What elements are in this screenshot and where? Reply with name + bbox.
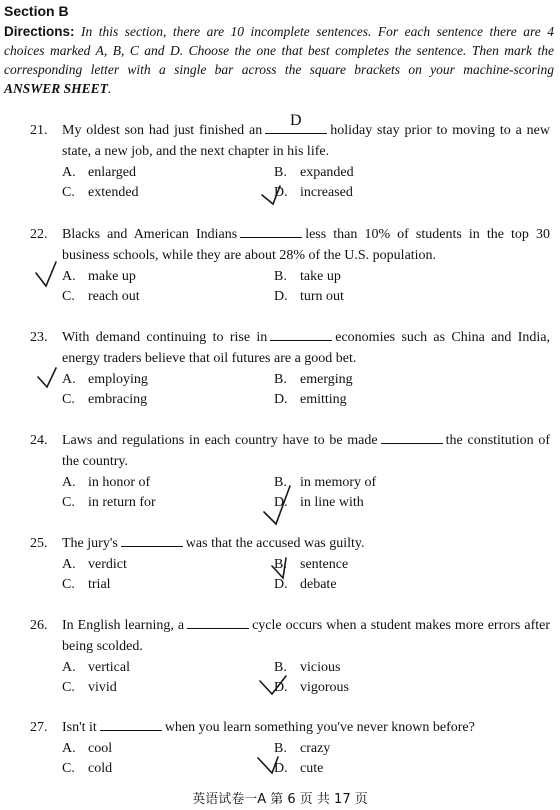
option-letter: B. <box>274 372 287 387</box>
question-22 <box>0 224 560 307</box>
option-b <box>274 370 474 390</box>
stem-text-before: My oldest son had just finished an <box>62 123 263 138</box>
option-text: take up <box>300 269 341 284</box>
options-grid <box>62 472 560 513</box>
option-text: employing <box>88 372 148 387</box>
option-text: cool <box>88 741 113 756</box>
option-letter: A. <box>62 475 76 490</box>
option-b <box>274 555 474 575</box>
answer-blank <box>121 534 183 547</box>
stem-text-before: Laws and regulations in each country have to be made <box>62 433 378 448</box>
option-d <box>274 183 474 203</box>
option-letter: D. <box>274 185 288 200</box>
question-23 <box>0 327 560 410</box>
options-grid <box>62 266 560 307</box>
option-letter: A. <box>62 269 76 284</box>
option-text: verdict <box>88 557 127 572</box>
question-number: 23. <box>30 330 48 345</box>
option-letter: A. <box>62 165 76 180</box>
option-text: increased <box>300 185 353 200</box>
option-text: crazy <box>300 741 331 756</box>
option-d <box>274 390 474 410</box>
section-title: Section B <box>4 3 69 19</box>
answer-blank <box>381 431 443 444</box>
question-number: 22. <box>30 227 48 242</box>
option-d <box>274 759 474 779</box>
option-text: in honor of <box>88 475 151 490</box>
option-a <box>62 658 262 678</box>
stem-text-before: The jury's <box>62 536 118 551</box>
stem-text-after: the constitution of the country. <box>62 433 550 469</box>
option-a <box>62 370 262 390</box>
question-21 <box>0 120 560 203</box>
question-stem <box>30 615 551 657</box>
option-letter: A. <box>62 372 76 387</box>
option-text: embracing <box>88 392 148 407</box>
answer-blank <box>270 328 332 341</box>
option-c <box>62 287 262 307</box>
option-text: extended <box>88 185 139 200</box>
answer-sheet-text: ANSWER SHEET <box>4 81 108 96</box>
option-letter: B. <box>274 741 287 756</box>
stem-text-before: In English learning, a <box>62 618 185 633</box>
option-d <box>274 493 474 513</box>
option-c <box>62 678 262 698</box>
option-d <box>274 287 474 307</box>
option-letter: C. <box>62 761 75 776</box>
question-number: 25. <box>30 536 48 551</box>
option-letter: A. <box>62 557 76 572</box>
option-b <box>274 739 474 759</box>
directions-text: In this section, there are 10 incomplete sentences. For each sentence there are 4 choices marked A, B, C and D. Choose the one that best completes the sentence. Then mark the corresponding letter with a single bar across the square brackets on your machine-scoring <box>4 24 554 77</box>
answer-blank <box>265 121 327 134</box>
option-b <box>274 163 474 183</box>
option-text: emitting <box>300 392 347 407</box>
option-text: turn out <box>300 289 344 304</box>
option-letter: D. <box>274 577 288 592</box>
option-text: vigorous <box>300 680 349 695</box>
option-text: cute <box>300 761 324 776</box>
option-text: vertical <box>88 660 130 675</box>
option-text: vivid <box>88 680 117 695</box>
option-letter: D. <box>274 289 288 304</box>
answer-blank <box>240 225 302 238</box>
option-letter: C. <box>62 680 75 695</box>
question-stem <box>30 224 551 266</box>
option-letter: B. <box>274 660 287 675</box>
option-a <box>62 473 262 493</box>
stem-text-before: With demand continuing to rise in <box>62 330 268 345</box>
options-grid <box>62 554 560 595</box>
stem-text-after: was that the accused was guilty. <box>185 536 365 551</box>
option-c <box>62 493 262 513</box>
question-27 <box>0 717 560 779</box>
options-grid <box>62 369 560 410</box>
question-stem <box>30 430 550 472</box>
option-text: make up <box>88 269 136 284</box>
question-25 <box>0 533 560 595</box>
option-letter: B. <box>274 475 287 490</box>
option-letter: A. <box>62 660 76 675</box>
option-text: enlarged <box>88 165 136 180</box>
stem-text-before: Isn't it <box>62 720 97 735</box>
handwritten-d-note: D <box>290 112 302 129</box>
option-letter: B. <box>274 557 287 572</box>
options-grid <box>62 657 560 698</box>
option-letter: C. <box>62 577 75 592</box>
option-b <box>274 658 474 678</box>
question-number: 26. <box>30 618 48 633</box>
stem-text-before: Blacks and American Indians <box>62 227 238 242</box>
option-a <box>62 555 262 575</box>
answer-blank <box>100 718 162 731</box>
option-text: in return for <box>88 495 156 510</box>
option-a <box>62 739 262 759</box>
option-text: vicious <box>300 660 341 675</box>
option-text: trial <box>88 577 111 592</box>
option-text: emerging <box>300 372 353 387</box>
option-letter: D. <box>274 761 288 776</box>
option-letter: C. <box>62 185 75 200</box>
stem-text-after: economies such as China and India, energy traders believe that oil futures are a good bet. <box>62 330 550 366</box>
option-letter: C. <box>62 495 75 510</box>
options-grid <box>62 162 560 203</box>
option-text: in line with <box>300 495 364 510</box>
option-b <box>274 473 474 493</box>
option-c <box>62 759 262 779</box>
option-text: in memory of <box>300 475 377 490</box>
option-c <box>62 390 262 410</box>
stem-text-after: when you learn something you've never known before? <box>164 720 475 735</box>
question-number: 27. <box>30 720 48 735</box>
stem-text-after: cycle occurs when a student makes more errors after being scolded. <box>62 618 551 654</box>
option-letter: D. <box>274 680 288 695</box>
option-letter: D. <box>274 392 288 407</box>
option-text: expanded <box>300 165 354 180</box>
page-footer: 英语试卷一A 第 6 页 共 17 页 <box>192 792 368 807</box>
question-stem <box>30 120 550 162</box>
option-letter: B. <box>274 165 287 180</box>
options-grid <box>62 738 560 779</box>
option-d <box>274 575 474 595</box>
answer-blank <box>187 616 249 629</box>
option-text: cold <box>88 761 113 776</box>
question-number: 24. <box>30 433 48 448</box>
question-24 <box>0 430 560 513</box>
directions-paragraph <box>4 22 554 98</box>
option-letter: B. <box>274 269 287 284</box>
option-letter: A. <box>62 741 76 756</box>
stem-text-after: holiday stay prior to moving to a new state, a new job, and the next chapter in his life. <box>62 123 550 159</box>
option-letter: C. <box>62 289 75 304</box>
option-letter: D. <box>274 495 288 510</box>
question-number: 21. <box>30 123 48 138</box>
option-text: debate <box>300 577 337 592</box>
directions-end: . <box>107 81 112 96</box>
option-c <box>62 575 262 595</box>
question-stem <box>30 717 550 738</box>
option-a <box>62 267 262 287</box>
option-letter: C. <box>62 392 75 407</box>
option-d <box>274 678 474 698</box>
option-text: reach out <box>88 289 140 304</box>
directions-label: Directions: <box>4 24 75 39</box>
question-26 <box>0 615 560 698</box>
option-b <box>274 267 474 287</box>
question-stem <box>30 327 550 369</box>
stem-text-after: less than 10% of students in the top 30 business schools, while they are about 28% of the U.S. population. <box>62 227 551 263</box>
option-a <box>62 163 262 183</box>
option-text: sentence <box>300 557 349 572</box>
question-stem <box>30 533 550 554</box>
option-c <box>62 183 262 203</box>
